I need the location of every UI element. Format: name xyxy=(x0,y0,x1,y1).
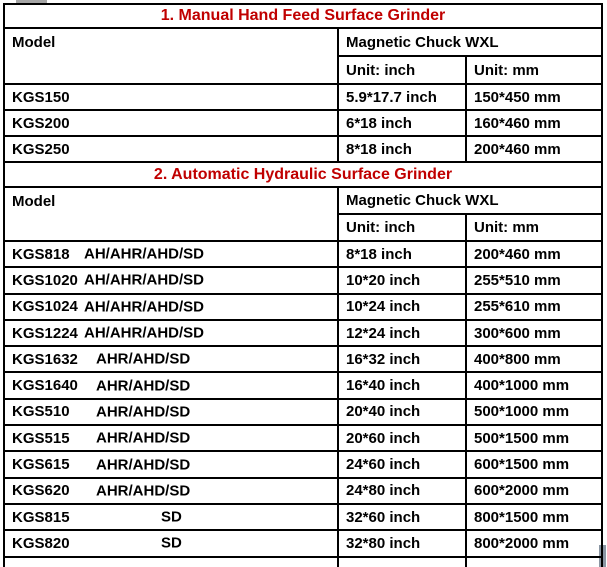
model-name: KGS1632 xyxy=(12,350,78,368)
table-row xyxy=(4,346,602,372)
model-variants: AHR/AHD/SD xyxy=(96,456,191,474)
chuck-size-inch: 8*18 inch xyxy=(338,241,466,267)
column-header-unit-mm: Unit: mm xyxy=(466,56,602,84)
chuck-size-mm: 400*1000 mm xyxy=(466,372,602,398)
model-name: KGS515 xyxy=(12,429,70,447)
chuck-size-mm: 800*1500 mm xyxy=(466,504,602,530)
table-row xyxy=(4,294,602,320)
model-cell xyxy=(4,241,338,267)
chuck-size-inch: 32*60 inch xyxy=(338,504,466,530)
model-cell xyxy=(4,84,338,110)
table-row xyxy=(4,267,602,293)
column-header-unit-inch: Unit: inch xyxy=(338,214,466,241)
model-name: KGS1224 xyxy=(12,324,78,342)
model-name: KGS818 xyxy=(12,245,70,263)
section-1-title-row xyxy=(4,4,602,28)
model-cell xyxy=(4,425,338,451)
table-row xyxy=(4,110,602,136)
chuck-size-mm: 200*460 mm xyxy=(466,136,602,162)
table-row xyxy=(4,478,602,504)
section-1-header-row xyxy=(4,28,602,56)
model-cell xyxy=(4,294,338,320)
model-cell xyxy=(4,530,338,556)
chuck-size-mm: 255*510 mm xyxy=(466,267,602,293)
model-name: KGS820 xyxy=(12,534,70,552)
table-row xyxy=(4,84,602,110)
model-cell xyxy=(4,320,338,346)
table-row xyxy=(4,241,602,267)
chuck-size-mm: 200*460 mm xyxy=(466,241,602,267)
chuck-size-inch: 32*80 inch xyxy=(338,530,466,556)
chuck-size-mm: 255*610 mm xyxy=(466,294,602,320)
model-variants: AH/AHR/AHD/SD xyxy=(84,245,204,263)
chuck-size-mm: 600*1500 mm xyxy=(466,451,602,477)
table-row xyxy=(4,530,602,556)
table-row xyxy=(4,320,602,346)
chuck-size-mm: 600*2000 mm xyxy=(466,478,602,504)
chuck-size-mm: 160*460 mm xyxy=(466,110,602,136)
section-2-title: 2. Automatic Hydraulic Surface Grinder xyxy=(4,162,602,187)
model-cell xyxy=(4,267,338,293)
chuck-size-inch: 24*80 inch xyxy=(338,478,466,504)
chuck-size-inch: 12*24 inch xyxy=(338,320,466,346)
table-row xyxy=(4,451,602,477)
column-header-unit-mm: Unit: mm xyxy=(466,214,602,241)
model-variants: AH/AHR/AHD/SD xyxy=(84,324,204,342)
chuck-size-inch: 20*60 inch xyxy=(338,425,466,451)
chuck-size-mm: 150*450 mm xyxy=(466,84,602,110)
model-variants: SD xyxy=(161,508,182,526)
model-name: KGS1020 xyxy=(12,271,78,289)
model-variants: AHR/AHD/SD xyxy=(96,482,191,500)
chuck-size-inch: 8*18 inch xyxy=(338,136,466,162)
chuck-size-mm: 500*1000 mm xyxy=(466,399,602,425)
table-row xyxy=(4,136,602,162)
column-header-unit-inch: Unit: inch xyxy=(338,56,466,84)
chuck-size-inch: 16*40 inch xyxy=(338,372,466,398)
chuck-size-inch: 10*24 inch xyxy=(338,294,466,320)
model-cell xyxy=(4,136,338,162)
model-variants: SD xyxy=(161,534,182,552)
grinder-spec-table xyxy=(3,3,603,567)
chuck-size-inch: 6*18 inch xyxy=(338,110,466,136)
chuck-size-inch: 5.9*17.7 inch xyxy=(338,84,466,110)
model-name: KGS615 xyxy=(12,456,70,474)
column-header-model: Model xyxy=(4,28,338,84)
model-cell xyxy=(4,346,338,372)
model-cell xyxy=(4,399,338,425)
partial-empty-row xyxy=(4,557,602,567)
model-cell xyxy=(4,110,338,136)
column-header-chuck: Magnetic Chuck WXL xyxy=(338,187,602,214)
chuck-size-mm: 400*800 mm xyxy=(466,346,602,372)
section-1-title: 1. Manual Hand Feed Surface Grinder xyxy=(4,4,602,28)
model-cell xyxy=(4,451,338,477)
chuck-size-inch: 20*40 inch xyxy=(338,399,466,425)
section-2-header-row xyxy=(4,187,602,214)
chuck-size-inch: 10*20 inch xyxy=(338,267,466,293)
model-name: KGS1024 xyxy=(12,298,78,316)
chuck-size-mm: 500*1500 mm xyxy=(466,425,602,451)
model-variants: AHR/AHD/SD xyxy=(96,350,191,368)
column-header-model: Model xyxy=(4,187,338,241)
model-name: KGS1640 xyxy=(12,377,78,395)
table-row xyxy=(4,425,602,451)
chuck-size-mm: 300*600 mm xyxy=(466,320,602,346)
column-header-chuck: Magnetic Chuck WXL xyxy=(338,28,602,56)
section-2-title-row xyxy=(4,162,602,187)
model-variants: AH/AHR/AHD/SD xyxy=(84,271,204,289)
model-name: KGS815 xyxy=(12,508,70,526)
model-name: KGS620 xyxy=(12,482,70,500)
model-variants: AH/AHR/AHD/SD xyxy=(84,298,204,316)
model-variants: AHR/AHD/SD xyxy=(96,429,191,447)
model-cell xyxy=(4,372,338,398)
chuck-size-inch: 16*32 inch xyxy=(338,346,466,372)
chuck-size-inch: 24*60 inch xyxy=(338,451,466,477)
model-name: KGS250 xyxy=(12,140,70,158)
model-cell xyxy=(4,478,338,504)
model-name: KGS200 xyxy=(12,114,70,132)
model-cell xyxy=(4,504,338,530)
model-name: KGS150 xyxy=(12,88,70,106)
model-name: KGS510 xyxy=(12,403,70,421)
table-row xyxy=(4,504,602,530)
table-row xyxy=(4,372,602,398)
chuck-size-mm: 800*2000 mm xyxy=(466,530,602,556)
table-row xyxy=(4,399,602,425)
model-variants: AHR/AHD/SD xyxy=(96,377,191,395)
model-variants: AHR/AHD/SD xyxy=(96,403,191,421)
